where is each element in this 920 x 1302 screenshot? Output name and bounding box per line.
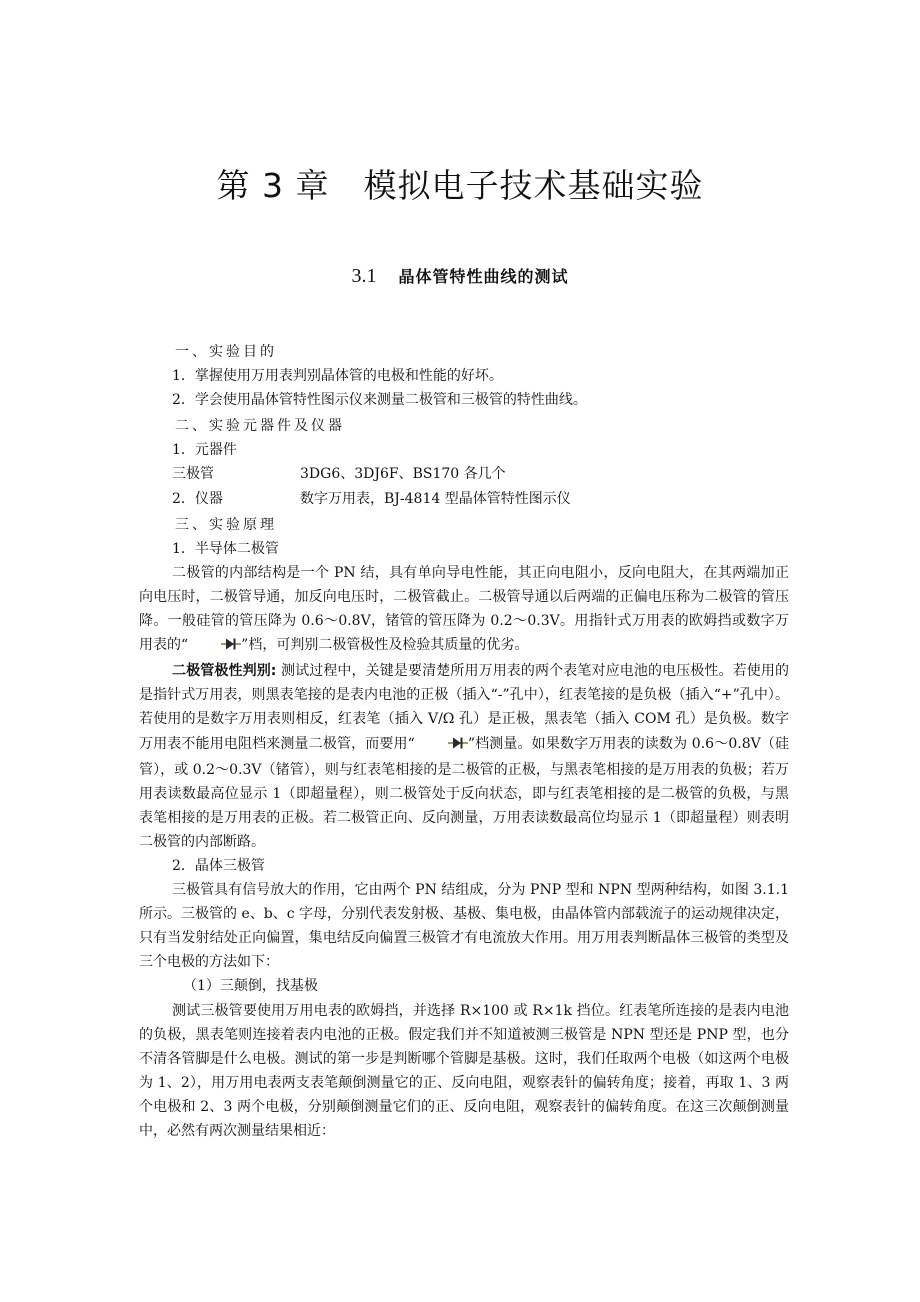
polarity-bold-label: 二极管极性判别:: [172, 663, 277, 680]
components-row1-value: 3DG6、3DJ6F、BS170 各几个: [300, 466, 506, 483]
purpose-item-1: 1．掌握使用万用表判别晶体管的电极和性能的好坏。: [172, 368, 503, 385]
components-row2-label: 2．仪器: [172, 490, 223, 507]
heading-purpose: 一、实验目的: [175, 344, 277, 360]
components-row-transistors: [139, 462, 789, 486]
paragraph-diode-intro-b: ”档，可判别二极管极性及检验其质量的优劣。: [241, 637, 529, 654]
heading-components: 二、实验元器件及仪器: [175, 418, 345, 435]
paragraph-transistor: 三极管具有信号放大的作用，它由两个 PN 结组成，分为 PNP 型和 NPN 型两种结构，如图 3.1.1 所示。三极管的 e、b、c 字母，分别代表发射极、基极、集电极，由晶体管内部载流子的运动规律决定，只有当发射结处正向偏置，集电结反向偏置三极管才有电流放大作用。用万用表判断晶体三极管的类型及三个电极的方法如下：: [139, 882, 789, 971]
diode-symbol-icon: [188, 635, 241, 659]
section-number: 3.1: [351, 265, 377, 287]
components-row-instruments: [139, 487, 789, 511]
components-row2-value: 数字万用表，BJ-4814 型晶体管特性图示仪: [300, 490, 571, 507]
document-body: [139, 338, 789, 1143]
paragraph-diode-intro-a: 二极管的内部结构是一个 PN 结，具有单向导电性能，其正向电阻小，反向电阻大，在其两端加正向电压时，二极管导通，加反向电压时，二极管截止。二极管导通以后两端的正偏电压称为二极管的管压降。一般硅管的管压降为 0.6～0.8V，锗管的管压降为 0.2～0.3V。用指针式万用表的欧姆挡或数字万用表的“: [139, 564, 789, 654]
chapter-title: 第 3 章 模拟电子技术基础实验: [216, 166, 704, 205]
paragraph-diode-intro: [139, 561, 789, 659]
principle-sub2: 2．晶体三极管: [172, 857, 265, 874]
components-item-1: 1．元器件: [172, 442, 237, 459]
paragraph-diode-polarity-b: ”档测量。如果数字万用表的读数为 0.6～0.8V（硅管），或 0.2～0.3V（锗管），则与红表笔相接的是二极管的正极，与黑表笔相接的是万用表的负极；若万用表读数最高位显示 1（即超量程），则二极管处于反向状态，即与红表笔相接的是二极管的负极，与黑表笔相接的是万用表的正极。若二极管正向、反向测量，万用表读数最高位均显示 1（即超量程）则表明二极管的内部断路。: [139, 735, 790, 850]
components-row1-label: 三极管: [172, 466, 214, 483]
section-heading: [0, 264, 920, 288]
paragraph-diode-polarity-a: 测试过程中，关键是要清楚所用万用表的两个表笔对应电池的电压极性。若使用的是指针式万用表，则黑表笔接的是表内电池的正极（插入“-”孔中），红表笔接的是负极（插入“+”孔中）。若使用的是数字万用表则相反，红表笔（插入 V/Ω 孔）是正极，黑表笔（插入 COM 孔）是负极。数字万用表不能用电阻档来测量二极管，而要用“: [139, 663, 789, 752]
principle-sub3: （1）三颠倒，找基极: [183, 978, 318, 995]
section-title: 晶体管特性曲线的测试: [398, 267, 569, 286]
principle-sub1: 1．半导体二极管: [172, 540, 279, 557]
purpose-item-2: 2．学会使用晶体管特性图示仪来测量二极管和三极管的特性曲线。: [172, 392, 587, 409]
paragraph-diode-polarity: [139, 659, 789, 854]
heading-principle: 三、实验原理: [175, 516, 277, 533]
paragraph-find-base: 测试三极管要使用万用电表的欧姆挡，并选择 R×100 或 R×1k 挡位。红表笔所连接的是表内电池的负极，黑表笔则连接着表内电池的正极。假定我们并不知道被测三极管是 NPN 型还是 PNP 型，也分不清各管脚是什么电极。测试的第一步是判断哪个管脚是基极。这时，我们任取两个电极（如这两个电极为 1、2），用万用电表两支表笔颠倒测量它的正、反向电阻，观察表针的偏转角度；接着，再取 1、3 两个电极和 2、3 两个电极，分别颠倒测量它们的正、反向电阻，观察表针的偏转角度。在这三次颠倒测量中，必然有两次测量结果相近：: [139, 1002, 789, 1139]
diode-symbol-icon: [415, 734, 468, 758]
